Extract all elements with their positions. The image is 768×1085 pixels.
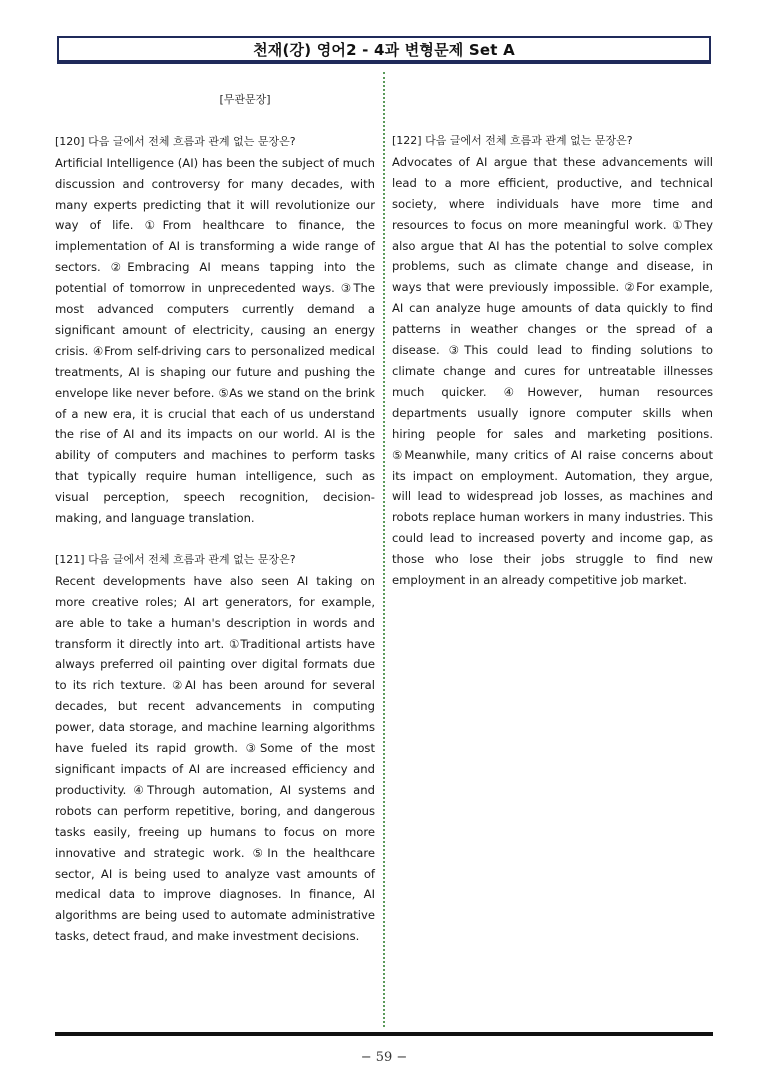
page-header — [57, 36, 711, 64]
page-title: 천재(강) 영어2 - 4과 변형문제 Set A — [253, 40, 515, 59]
section-title: [무관문장] — [219, 93, 271, 106]
question-passage: Advocates of AI argue that these advancements will lead to a more efficient, productive, and technical society, where individuals have more time and resources to focus on more meaningful work. ①They also argue that AI has the potential to solve complex problems, such as climate change and disease, in ways that were previously impossible. ②For example, AI can analyze huge amounts of data quickly to find patterns in weather changes or the spread of a disease. ③This could lead to finding solutions to climate change and cures for untreatable illnesses much quicker. ④However, human resources departments usually ignore computer skills when hiring people for sales and marketing positions. ⑤Meanwhile, many critics of AI raise concerns about its impact on employment. Automation, they argue, will lead to widespread job losses, as machines and robots replace human workers in many industries. This could lead to increased poverty and income gap, as those who lose their jobs struggle to find new employment in an already competitive job market. — [392, 154, 713, 588]
left-column — [55, 90, 375, 947]
right-column — [392, 131, 713, 591]
question-122 — [392, 131, 713, 591]
question-header: [122] 다음 글에서 전체 흐름과 관계 없는 문장은? — [392, 134, 633, 147]
column-divider — [383, 72, 385, 1027]
question-passage: Recent developments have also seen AI taking on more creative roles; AI art generators, for example, are able to take a human's description in words and transform it directly into art. ①Traditional artists have always preferred oil painting over digital formats due to its rich texture. ②AI has been around for several decades, but recent advancements in computing power, data storage, and machine learning algorithms have fueled its rapid growth. ③Some of the most significant impacts of AI are increased efficiency and productivity. ④Through automation, AI systems and robots can perform repetitive, boring, and dangerous tasks easily, freeing up humans to focus on more innovative and strategic work. ⑤In the healthcare sector, AI is being used to analyze vast amounts of medical data to improve diagnoses. In finance, AI algorithms are being used to automate administrative tasks, detect fraud, and make investment decisions. — [55, 573, 375, 944]
footer-rule — [55, 1032, 713, 1036]
question-header: [121] 다음 글에서 전체 흐름과 관계 없는 문장은? — [55, 552, 296, 566]
question-120 — [55, 132, 375, 529]
page-number: − 59 − — [360, 1050, 408, 1065]
question-121 — [55, 550, 375, 947]
question-passage: Artificial Intelligence (AI) has been the subject of much discussion and controversy for many decades, with many experts predicting that it will revolutionize our way of life. ①From healthcare to finance, the implementation of AI is transforming a wide range of sectors. ②Embracing AI means tapping into the potential of tomorrow in unprecedented ways. ③The most advanced computers currently demand a significant amount of electricity, causing an energy crisis. ④From self-driving cars to personalized medical treatments, AI is shaping our future and pushing the envelope like never before. ⑤As we stand on the brink of a new era, it is crucial that each of us understand the rise of AI and its impacts on our world. AI is the ability of computers and machines to perform tasks that typically require human intelligence, such as visual perception, speech recognition, decision-making, and language translation. — [55, 155, 375, 526]
question-header: [120] 다음 글에서 전체 흐름과 관계 없는 문장은? — [55, 134, 296, 148]
